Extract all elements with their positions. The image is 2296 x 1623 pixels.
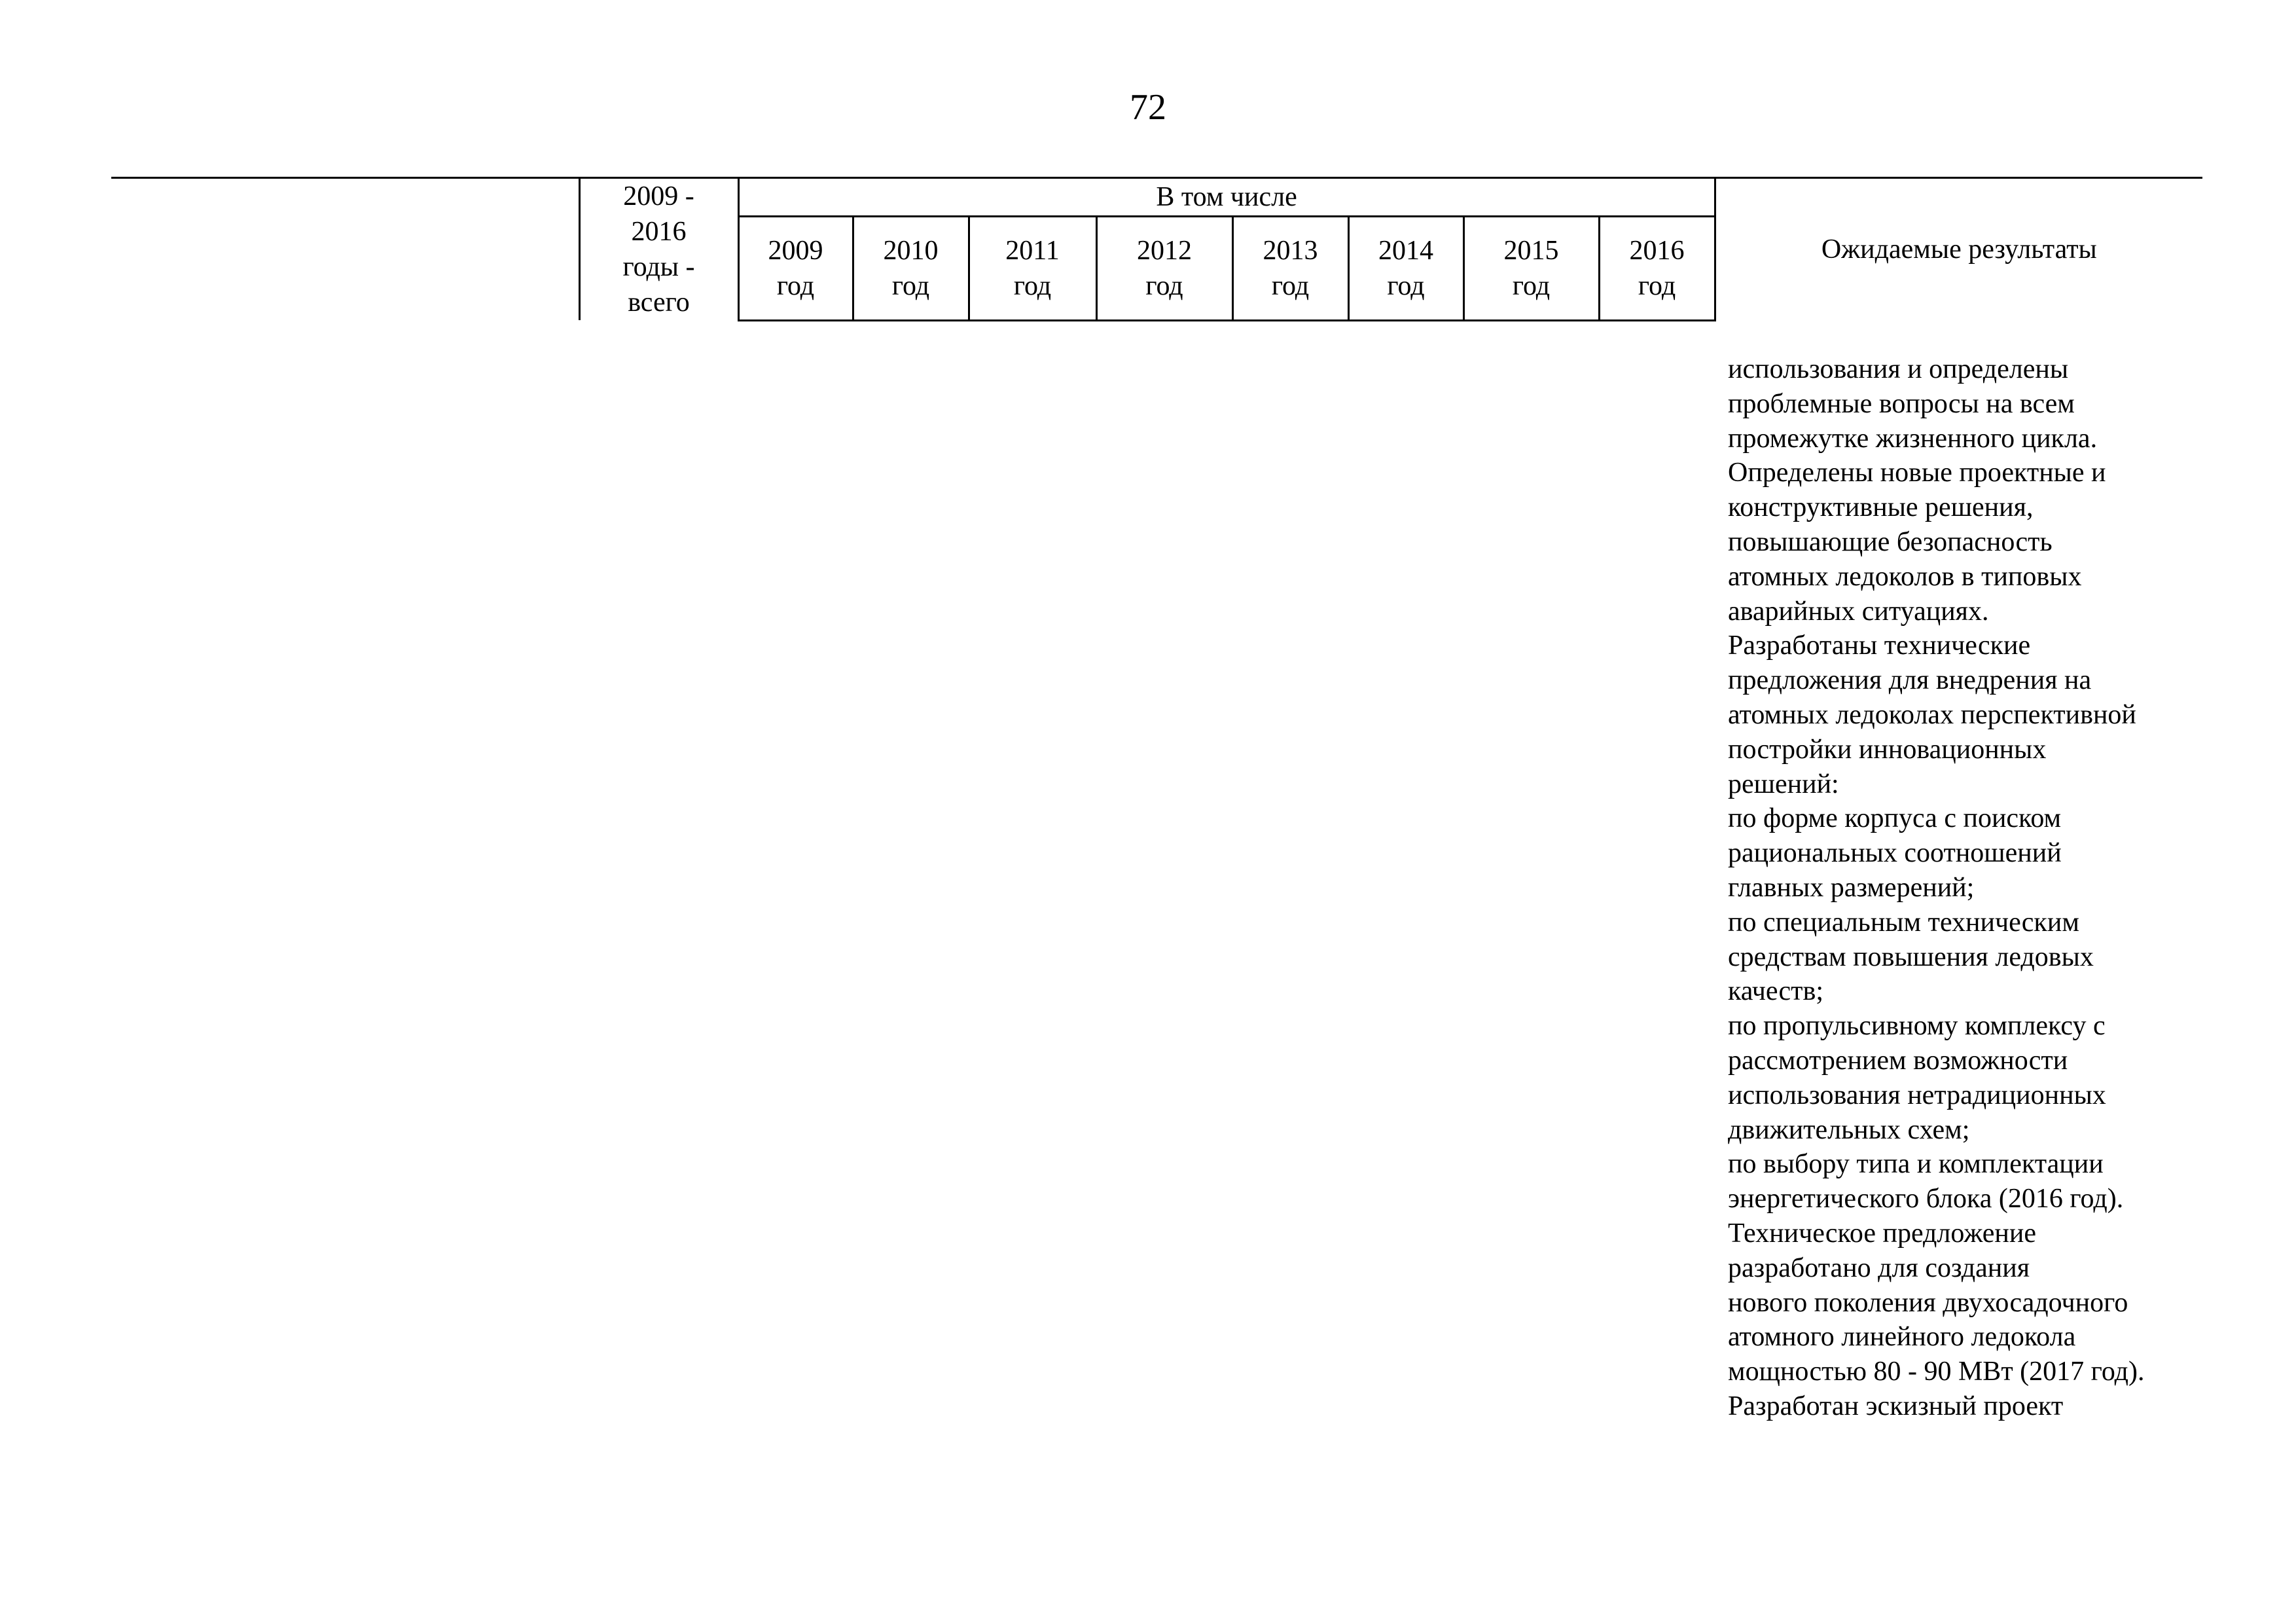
total-label-line: годы - <box>622 252 695 282</box>
results-line: средствам повышения ледовых <box>1728 941 2094 972</box>
total-label-line: всего <box>628 287 690 318</box>
results-line: рассмотрением возможности <box>1728 1045 2068 1076</box>
results-line: мощностью 80 - 90 МВт (2017 год). <box>1728 1357 2145 1387</box>
year-column-header <box>1599 217 1715 320</box>
year-number: 2012 <box>1137 235 1192 266</box>
results-line: использования нетрадиционных <box>1728 1080 2106 1110</box>
results-line: аварийных ситуациях. <box>1728 596 1989 627</box>
expected-results-text <box>1728 352 2225 1424</box>
results-line: нового поколения двухосадочного <box>1728 1287 2128 1318</box>
year-unit: год <box>1512 270 1551 301</box>
year-number: 2015 <box>1503 235 1559 266</box>
table-header <box>111 177 2202 321</box>
year-unit: год <box>891 270 930 301</box>
description-column-header <box>111 178 579 321</box>
results-line: рациональных соотношений <box>1728 838 2062 869</box>
results-line: разработано для создания <box>1728 1252 2030 1283</box>
results-line: Техническое предложение <box>1728 1218 2037 1249</box>
year-unit: год <box>1145 270 1183 301</box>
year-unit: год <box>1638 270 1676 301</box>
results-line: Разработаны технические <box>1728 630 2031 661</box>
year-number: 2009 <box>768 235 823 266</box>
including-group-header: В том числе <box>738 178 1715 217</box>
results-column-header: Ожидаемые результаты <box>1715 178 2202 321</box>
year-unit: год <box>776 270 815 301</box>
year-number: 2011 <box>1005 235 1060 266</box>
results-line: использования и определены <box>1728 354 2069 384</box>
year-column-header <box>738 217 853 320</box>
year-number: 2016 <box>1629 235 1685 266</box>
year-number: 2013 <box>1263 235 1318 266</box>
results-line: конструктивные решения, <box>1728 492 2034 523</box>
results-line: по выбору типа и комплектации <box>1728 1149 2104 1180</box>
year-column-header <box>969 217 1096 320</box>
total-label-line: 2009 - <box>623 181 694 211</box>
results-line: Разработан эскизный проект <box>1728 1391 2064 1421</box>
year-unit: год <box>1013 270 1052 301</box>
year-unit: год <box>1387 270 1425 301</box>
year-number: 2014 <box>1378 235 1433 266</box>
results-line: промежутке жизненного цикла. <box>1728 423 2098 454</box>
results-line: по пропульсивному комплексу с <box>1728 1011 2106 1042</box>
results-line: повышающие безопасность <box>1728 526 2053 557</box>
total-column-header <box>579 178 738 321</box>
results-line: Определены новые проектные и <box>1728 458 2106 488</box>
results-line: проблемные вопросы на всем <box>1728 388 2075 419</box>
results-line: по форме корпуса с поиском <box>1728 803 2062 834</box>
year-column-header <box>1463 217 1599 320</box>
results-line: атомного линейного ледокола <box>1728 1322 2076 1353</box>
results-line: энергетического блока (2016 год). <box>1728 1184 2124 1214</box>
results-line: предложения для внедрения на <box>1728 665 2092 696</box>
results-line: главных размерений; <box>1728 872 1975 903</box>
year-number: 2010 <box>883 235 939 266</box>
page-number: 72 <box>1130 87 1166 128</box>
results-line: движительных схем; <box>1728 1114 1970 1145</box>
year-unit: год <box>1271 270 1310 301</box>
results-line: постройки инновационных <box>1728 734 2047 765</box>
results-line: по специальным техническим <box>1728 907 2079 938</box>
results-line: атомных ледоколах перспективной <box>1728 699 2136 730</box>
results-line: решений: <box>1728 769 1839 799</box>
results-line: качеств; <box>1728 976 1824 1007</box>
total-label-line: 2016 <box>631 217 687 247</box>
year-column-header <box>1096 217 1232 320</box>
results-line: атомных ледоколов в типовых <box>1728 561 2082 592</box>
year-column-header <box>853 217 969 320</box>
year-column-header <box>1232 217 1348 320</box>
year-column-header <box>1348 217 1463 320</box>
